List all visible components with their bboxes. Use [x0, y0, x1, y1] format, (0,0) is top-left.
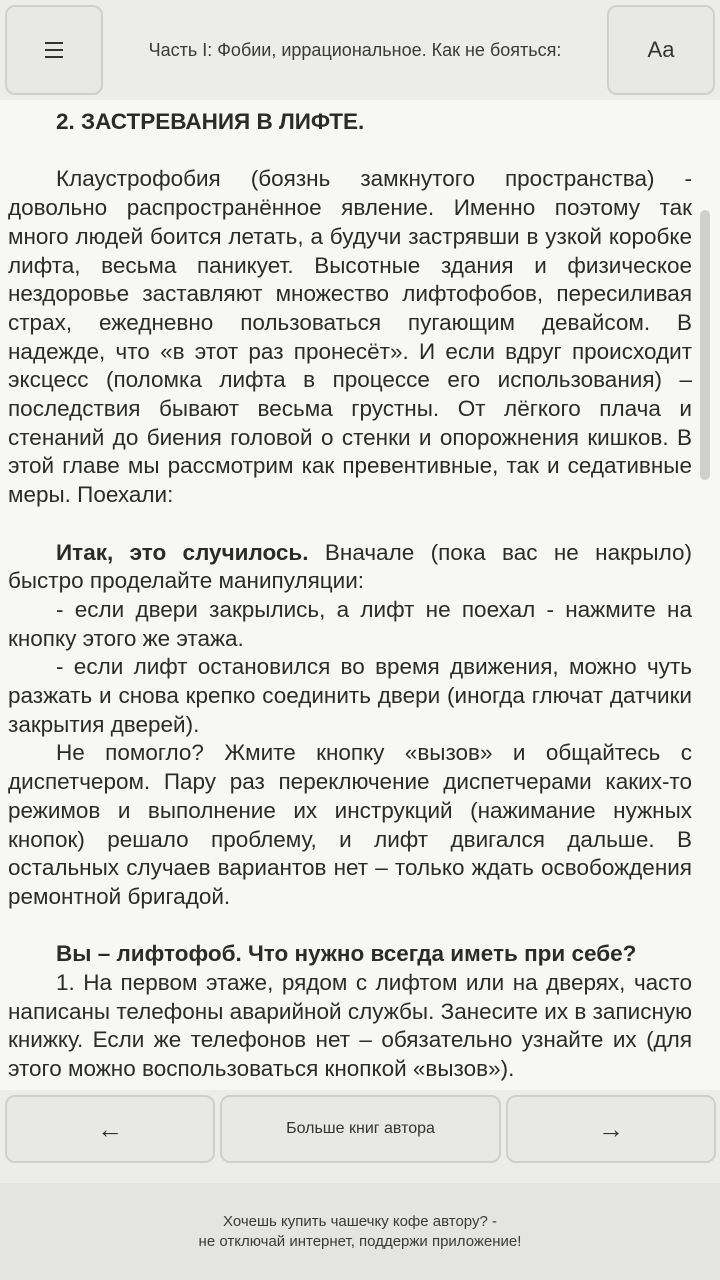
menu-button[interactable]: [5, 5, 103, 95]
paragraph: [8, 539, 692, 596]
paragraph: Клаустрофобия (боязнь замкнутого пространства) - довольно распространённое явление. Именно поэтому так много людей боится летать, а будучи застрявши в узкой коробке лифта, весьма паникует. Высотные здания и физическое нездоровье заставляют множество лифтофобов, пересиливая страх, ежедневно пользоваться пугающим девайсом. В надежде, что «в этот раз пронесёт». И если вдруг происходит эксцесс (поломка лифта в процессе его использования) – последствия бывают весьма грустны. От лёгкого плача и стенаний до биения головой о стенки и опорожнения кишков. В этой главе мы рассмотрим как превентивные, так и седативные меры. Поехали:: [8, 166, 692, 508]
arrow-right-icon: →: [598, 1113, 624, 1144]
chapter-heading: 2. ЗАСТРЕВАНИЯ В ЛИФТЕ.: [56, 109, 365, 134]
support-line-2: не отключай интернет, поддержи приложение!: [198, 1232, 522, 1250]
hamburger-menu-icon: [45, 42, 63, 58]
font-settings-button[interactable]: [607, 5, 715, 95]
next-page-button[interactable]: [506, 1095, 716, 1163]
support-banner: [0, 1183, 720, 1280]
font-button-label: Aa: [647, 37, 675, 62]
previous-page-button[interactable]: [5, 1095, 215, 1163]
reader-content[interactable]: [0, 100, 720, 1090]
paragraph: Не помогло? Жмите кнопку «вызов» и общайтесь с диспетчером. Пару раз переключение диспетчерами каких-то режимов и выполнение их инструкций (нажимание нужных кнопок) решало проблему, и лифт двигался дальше. В остальных случаев вариантов нет – только ждать освобождения ремонтной бригадой.: [8, 740, 692, 909]
support-line-1: Хочешь купить чашечку кофе автору? -: [223, 1212, 497, 1230]
paragraph-rest: Вначале (пока вас не накрыло) быстро проделайте манипуляции:: [8, 539, 692, 594]
section-subheading: Вы – лифтофоб. Что нужно всегда иметь при себе?: [56, 941, 637, 967]
paragraph: 1. На первом этаже, рядом с лифтом или на дверях, часто написаны телефоны аварийной службы. Занесите их в записную книжку. Если же телефонов нет – обязательно узнайте их (для этого можно воспользоваться кнопкой «вызов»).: [8, 970, 692, 1082]
more-books-button[interactable]: Больше книг автора: [220, 1095, 501, 1163]
paragraph: - если лифт остановился во время движения, можно чуть разжать и снова крепко соединить двери (иногда глючат датчики закрытия дверей).: [8, 654, 692, 737]
chapter-title: Часть I: Фобии, иррациональное. Как не бояться:: [148, 39, 562, 60]
paragraph-bold-lead: Итак, это случилось.: [56, 539, 309, 565]
arrow-left-icon: ←: [97, 1113, 123, 1144]
paragraph: - если двери закрылись, а лифт не поехал - нажмите на кнопку этого же этажа.: [8, 596, 692, 651]
top-bar: [0, 0, 720, 100]
scrollbar-thumb[interactable]: [700, 210, 710, 480]
bottom-navigation: [0, 1090, 720, 1170]
chapter-text: [8, 108, 692, 1084]
